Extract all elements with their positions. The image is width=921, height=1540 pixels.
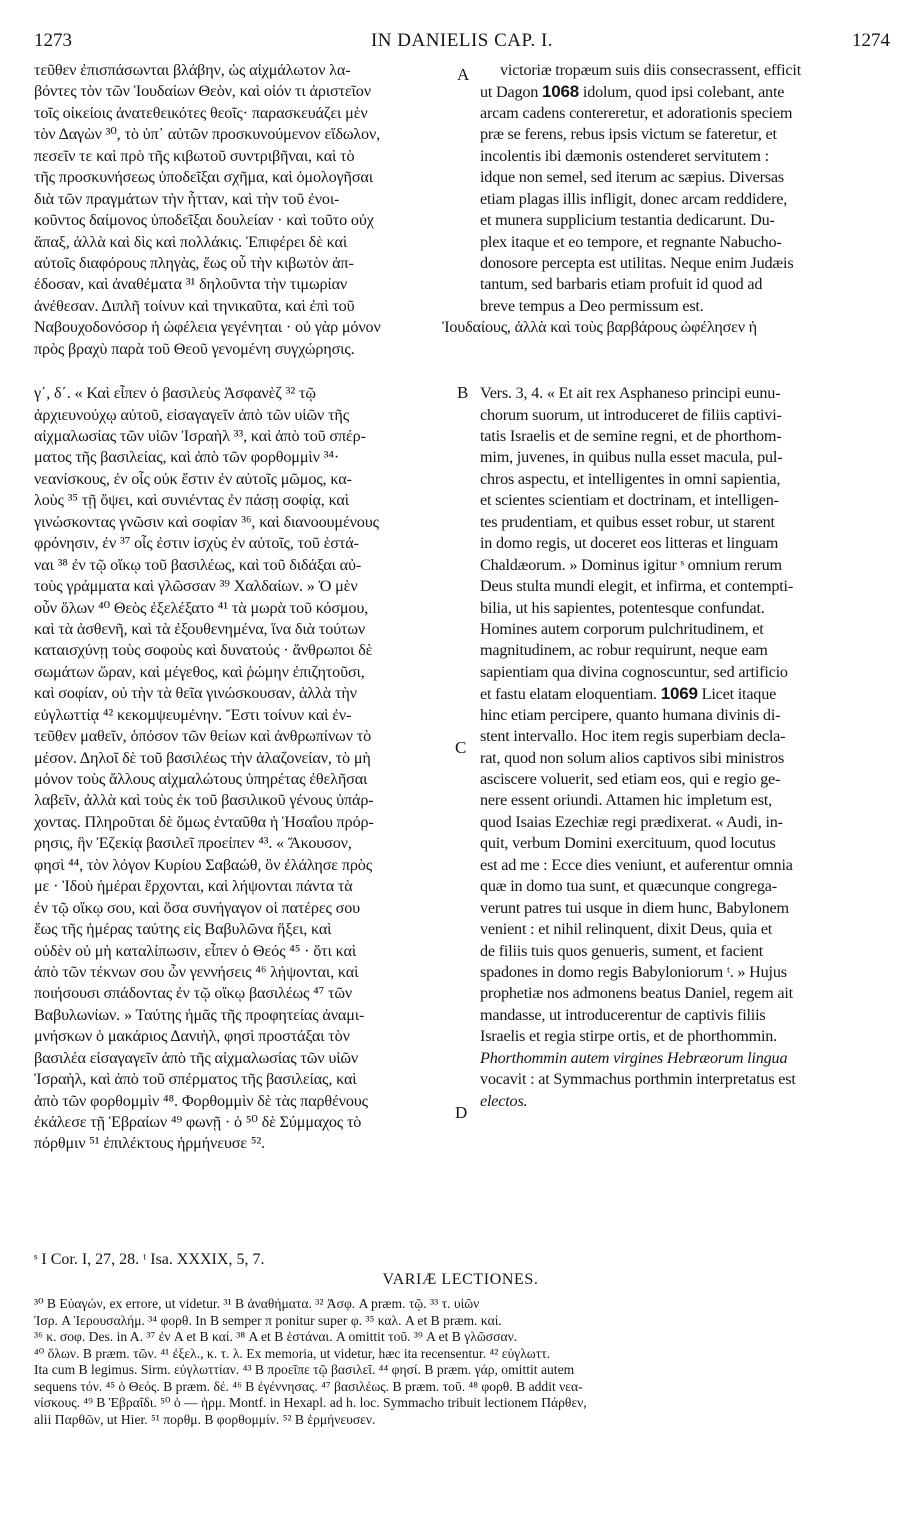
greek-line: τοὺς γράμματα καὶ γλῶσσαν ³⁹ Χαλδαίων. » Ὁ μὲν — [34, 577, 358, 596]
latin-line: nere essent oriundi. Attamen hic impletum est, — [480, 791, 772, 810]
latin-line: bilia, ut his sapientes, potentesque confundat. — [480, 598, 765, 617]
latin-line: stent intervallo. Hoc item regis superbiam decla- — [480, 727, 786, 746]
latin-line: plex itaque et eo tempore, et regnante Nabucho- — [480, 232, 782, 251]
greek-line: λοὺς ³⁵ τῇ ὄψει, καὶ συνιέντας ἐν πάσῃ σοφίᾳ, καὶ — [34, 491, 349, 510]
latin-line: incolentis ibi dæmonis ostenderet servitutem : — [480, 146, 769, 165]
margin-letter-a: A — [457, 65, 470, 84]
latin-text: et fastu elatam eloquentiam. — [480, 685, 661, 704]
greek-line: τὸν Δαγὼν ³⁰, τὸ ὑπ᾽ αὐτῶν προσκυνούμενον εἴδωλον, — [34, 125, 381, 144]
latin-line: tatis Israelis et de semine regni, et de phorthom- — [480, 427, 782, 445]
greek-line: με · Ἰδοὺ ἡμέραι ἔρχονται, καὶ λήψονται πάντα τὰ — [34, 877, 353, 896]
latin-line: mandasse, ut introducerentur de captivis filiis — [480, 1005, 766, 1024]
latin-line: electos. — [480, 1091, 528, 1110]
greek-line: αἰχμαλωσίας τῶν υἱῶν Ἰσραὴλ ³³, καὶ ἀπὸ τοῦ σπέρ- — [34, 427, 366, 445]
latin-line: idque non semel, sed iterum ac sæpius. Diversas — [480, 168, 784, 187]
greek-column — [34, 60, 476, 1155]
latin-line: chorum suorum, ut introduceret de filiis captivi- — [480, 405, 782, 424]
latin-line: sapientiam qua divina cognoscuntur, sed artificio — [480, 662, 788, 681]
variant-line: ³⁶ κ. σοφ. Des. in A. ³⁷ ἐν A et B καί. ³⁸ A et B ἑστάναι. A omittit τοῦ. ³⁹ A et B γλῶσσαν. — [34, 1329, 518, 1344]
latin-line: tes prudentiam, et quibus esset robur, ut starent — [480, 512, 775, 531]
running-title: IN DANIELIS CAP. I. — [370, 30, 554, 51]
greek-line: Ἰσραὴλ, καὶ ἀπὸ τοῦ σπέρματος τῆς βασιλείας, καὶ — [34, 1070, 357, 1089]
greek-line: ἀπὸ τῶν τέκνων σου ὧν γεννήσεις ⁴⁶ λήψονται, καὶ — [34, 962, 359, 981]
latin-line: tantum, sed barbaris etiam profuit id quod ad — [480, 275, 763, 294]
latin-text: Licet itaque — [697, 685, 777, 704]
latin-line-1069 — [480, 683, 892, 704]
greek-line: Ναβουχοδονόσορ ἡ ὠφέλεια γεγένηται · οὐ γὰρ μόνον — [34, 318, 381, 337]
column-number-1068: 1068 — [542, 82, 580, 102]
greek-line: οὐδὲν οὐ μὴ καταλίπωσιν, εἶπεν ὁ Θεός ⁴⁵ · ὅτι καὶ — [34, 941, 357, 960]
greek-line: πεσεῖν τε καὶ πρὸ τῆς κιβωτοῦ συντριβῆναι, καὶ τὸ — [34, 146, 355, 165]
greek-line: Βαβυλωνίων. » Ταύτης ἡμᾶς τῆς προφητείας ἀναμι- — [34, 1005, 365, 1024]
latin-line: Phorthommin autem virgines Hebræorum lingua — [480, 1048, 788, 1067]
latin-line: quæ in domo tua sunt, et quæcunque congrega- — [480, 877, 777, 896]
greek-line: φρόνησιν, ἐν ³⁷ οἷς ἐστιν ἰσχὺς ἐν αὐτοῖς, τοῦ ἑστά- — [34, 534, 359, 553]
greek-line: καταισχύνῃ τοὺς σοφοὺς καὶ δυνατούς · ἄνθρωποι δὲ — [34, 641, 373, 660]
greek-line: ἅπαξ, ἀλλὰ καὶ δὶς καὶ πολλάκις. Ἐπιφέρει δὲ καὶ — [34, 232, 348, 251]
latin-line: donosore percepta est utilitas. Neque enim Judæis — [480, 253, 794, 272]
greek-line: καὶ σοφίαν, οὐ τὴν τὰ θεῖα γινώσκουσαν, ἀλλὰ τὴν — [34, 684, 357, 703]
latin-line: asciscere voluerit, sed etiam eos, qui e regio ge- — [480, 770, 781, 788]
variant-line: alii Παρθῶν, ut Hier. ⁵¹ πορθμ. B φορθομμίν. ⁵² B ἑρμήνευσεν. — [34, 1411, 376, 1427]
greek-line: ἕως τῆς ἡμέρας ταύτης εἰς Βαβυλῶνα ἥξει, καὶ — [34, 920, 332, 939]
latin-line: de filiis tuis quos genueris, sument, et facient — [480, 941, 764, 960]
variant-line: ³⁰ B Εὐαγών, ex errore, ut videtur. ³¹ B ἀναθήματα. ³² Ἀσφ. A præm. τῷ. ³³ τ. υἱῶν — [34, 1296, 480, 1311]
greek-line: ρησις, ἣν Ἐζεκίᾳ βασιλεῖ προείπεν ⁴³. « Ἄκουσον, — [34, 834, 352, 853]
greek-line: σωμάτων ὥραν, καὶ μέγεθος, καὶ ῥώμην ἐπιζητοῦσι, — [34, 662, 365, 681]
greek-line: μόνον τοὺς ἄλλους αἰχμαλώτους ὑπηρέτας ἐθελῆσαι — [34, 770, 368, 788]
greek-line: τεῦθεν μαθεῖν, ὁπόσον τῶν θείων καὶ ἀνθρωπίνων τὸ — [34, 727, 372, 746]
latin-line: Deus stulta mundi elegit, et infirma, et contempti- — [480, 577, 794, 596]
greek-line: γ΄, δ΄. « Καὶ εἶπεν ὁ βασιλεὺς Ἀσφανὲζ ³² τῷ — [34, 384, 316, 403]
greek-line: καὶ τὰ ἀσθενῆ, καὶ τὰ ἐξουθενημένα, ἵνα διὰ τούτων — [34, 619, 366, 638]
latin-line: magnitudinem, ac robur requirunt, neque eam — [480, 641, 768, 660]
latin-line: chros aspectu, et intelligentes in omni sapientia, — [480, 469, 781, 488]
latin-line: verunt patres tui usque in diem hunc, Babylonem — [480, 898, 789, 917]
latin-line: venient : et nihil relinquent, dixit Deus, quia et — [480, 920, 773, 939]
greek-line: πρὸς βραχὺ παρὰ τοῦ Θεοῦ γενομένη συγχώρησις. — [34, 339, 355, 358]
variant-line: Ἰσρ. A Ἱερουσαλήμ. ³⁴ φορθ. In B semper π ponitur super φ. ³⁵ καλ. A et B præm. καί. — [34, 1312, 502, 1328]
greek-line: βόντες τὸν τῶν Ἰουδαίων Θεὸν, καὶ οἱόν τι ἀριστεῖον — [34, 82, 371, 101]
latin-line: quit, verbum Domini exercituum, quod locutus — [480, 834, 776, 853]
variant-line: ⁴⁰ ὅλων. B præm. τῶν. ⁴¹ ἐξελ., κ. τ. λ. Ex memoria, ut videtur, hæc ita recensentur. ⁴² εὐγλωττ. — [34, 1345, 551, 1361]
greek-line: νεανίσκους, ἐν οἷς οὐκ ἔστιν ἐν αὐτοῖς μῶμος, κα- — [34, 469, 352, 488]
page-number-left: 1273 — [34, 30, 72, 51]
latin-line: præ se ferens, rebus ipsis victum se fateretur, et — [480, 125, 777, 144]
greek-line: τοῖς οἰκείοις ἀνατεθεικότες θεοῖς· παρασκευάζει μὲν — [34, 103, 368, 122]
greek-line: ἀπὸ τῶν φορθομμὶν ⁴⁸. Φορθομμὶν δὲ τὰς παρθένους — [34, 1091, 368, 1110]
latin-line: et munera supplicium testantia dedicarunt. Du- — [480, 211, 775, 230]
greek-line: πόρθμιν ⁵¹ ἐπιλέκτους ἡρμήνευσε ⁵². — [34, 1134, 265, 1153]
greek-line: γινώσκοντας γνῶσιν καὶ σοφίαν ³⁶, καὶ διανοουμένους — [34, 512, 379, 531]
greek-line: μέσον. Δηλοῖ δὲ τοῦ βασιλέως τὴν ἀλαζονείαν, τὸ μὴ — [34, 748, 371, 767]
latin-line: breve tempus a Deo permissum est. — [480, 296, 704, 315]
variant-line: νίσκους. ⁴⁹ B Ἑβραΐδι. ⁵⁰ ὁ — ἡρμ. Montf. in Hexapl. ad h. loc. Symmacho tribuit lectionem Πάρθεν, — [34, 1395, 587, 1410]
greek-line: φησὶ ⁴⁴, τὸν λόγον Κυρίου Σαβαώθ, ὃν ἐλάλησε πρὸς — [34, 855, 372, 874]
latin-line: spadones in domo regis Babyloniorum ᵗ. » Hujus — [480, 962, 787, 981]
latin-line: victoriæ tropæum suis diis consecrassent, efficit — [500, 61, 802, 79]
latin-text: ut Dagon — [480, 83, 543, 102]
greek-line: κοῦντος δαίμονος ὑποδεῖξαι δουλείαν · καὶ τοῦτο οὐχ — [34, 211, 374, 230]
greek-line: ἀνέθεσαν. Διπλῆ τοίνυν καὶ τηνικαῦτα, καὶ ἐπὶ τοῦ — [34, 296, 355, 315]
greek-line: ἀρχιευνούχῳ αὐτοῦ, εἰσαγαγεῖν ἀπὸ τῶν υἱῶν τῆς — [34, 405, 350, 424]
variae-lectiones-title: VARIÆ LECTIONES. — [382, 1271, 539, 1288]
greek-line: έδοσαν, καὶ ἀναθέματα ³¹ δηλοῦντα τὴν τιμωρίαν — [34, 275, 348, 294]
latin-line: quod Isaias Ezechiæ regi prædixerat. « Audi, in- — [480, 812, 783, 831]
greek-line: βασιλέα εἰσαγαγεῖν ἀπὸ τῆς αἰχμαλωσίας τῶν υἱῶν — [34, 1048, 359, 1067]
latin-line: etiam plagas illis infligit, donec arcam reddidere, — [480, 189, 788, 208]
latin-line: hinc etiam percipere, quanto humana divinis di- — [480, 705, 781, 724]
latin-line: Homines autem corporum pulchritudinem, et — [480, 619, 764, 638]
greek-line: ἐν τῷ οἴκῳ σου, καὶ ὅσα συνήγαγον οἱ πατέρες σου — [34, 898, 361, 917]
greek-line: ἐκάλεσε τῇ Ἑβραίων ⁴⁹ φωνῇ · ὁ ⁵⁰ δὲ Σύμμαχος τὸ — [34, 1113, 362, 1131]
variant-line: sequens τόν. ⁴⁵ ὁ Θεός. B præm. δέ. ⁴⁶ B ἐγέννησας. ⁴⁷ βασιλέως. B præm. τοῦ. ⁴⁸ φορθ. B addit νεα- — [34, 1378, 583, 1394]
margin-letter-d: D — [455, 1103, 468, 1122]
greek-line: ποιήσουσι σπάδοντας ἐν τῷ οἴκῳ βασιλέως ⁴⁷ τῶν — [34, 984, 353, 1003]
latin-line: Vers. 3, 4. « Et ait rex Asphaneso principi eunu- — [480, 384, 781, 403]
greek-line: ναι ³⁸ ἐν τῷ οἴκῳ τοῦ βασιλέως, καὶ τοῦ διδάξαι αὐ- — [34, 555, 362, 574]
greek-line: ματος τῆς βασιλείας, καὶ ἀπὸ τῶν φορθομμὶν ³⁴· — [34, 448, 340, 467]
greek-line: χοντας. Πληροῦται δὲ ὅμως ἐνταῦθα ἡ Ἡσαΐου πρόρ- — [34, 812, 374, 831]
latin-line: et scientes scientiam et doctrinam, et intelligen- — [480, 491, 779, 510]
latin-line: prophetiæ nos admonens beatus Daniel, regem ait — [480, 984, 793, 1003]
greek-line: τεῦθεν ἐπισπάσωνται βλάβην, ὡς αἰχμάλωτον λα- — [34, 61, 351, 79]
latin-line: vocavit : at Symmachus porthmin interpretatus est — [480, 1070, 796, 1089]
latin-line: est ad me : Ecce dies veniunt, et auferentur omnia — [480, 855, 793, 874]
latin-line: Israelis et regia stirpe ortis, et de phorthommin. — [480, 1027, 778, 1046]
latin-line: Chaldæorum. » Dominus igitur ˢ omnium rerum — [480, 555, 782, 574]
column-number-1069: 1069 — [660, 684, 698, 704]
latin-line-1068 — [480, 81, 892, 102]
scripture-footnote: ˢ I Cor. I, 27, 28. ᵗ Isa. XXXIX, 5, 7. — [34, 1251, 265, 1268]
margin-letter-c: C — [455, 738, 467, 757]
latin-text: idolum, quod ipsi colebant, ante — [579, 83, 785, 102]
page-header — [34, 30, 890, 56]
greek-line: εὐγλωττίᾳ ⁴² κεκομψευμένην. Ἔστι τοίνυν καὶ ἐν- — [34, 705, 352, 724]
latin-line: in domo regis, ut doceret eos litteras et linguam — [480, 534, 779, 553]
greek-line: τῆς προσκυνήσεως ὑποδεῖξαι σχῆμα, καὶ ὁμολογῆσαι — [34, 168, 373, 187]
greek-spill-line: Ἰουδαίους, ἀλλὰ καὶ τοὺς βαρβάρους ὠφέλησεν ἡ — [442, 318, 757, 337]
variae-lectiones — [34, 1296, 894, 1428]
variant-line: Ita cum B legimus. Sirm. εὐγλωττίαν. ⁴³ B προεῖπε τῷ βασιλεῖ. ⁴⁴ φησί. B præm. γάρ, omittit autem — [34, 1362, 575, 1377]
greek-line: μνήσκων ὁ μακάριος Δανιὴλ, φησὶ προστάξαι τὸν — [34, 1027, 350, 1046]
latin-line: rat, quod non solum alios captivos sibi ministros — [480, 748, 785, 767]
latin-line: mim, juvenes, in quibus nulla esset macula, pul- — [480, 448, 783, 467]
greek-line: οὖν ὅλων ⁴⁰ Θεὸς ἐξελέξατο ⁴¹ τὰ μωρὰ τοῦ κόσμου, — [34, 598, 369, 617]
page-number-right: 1274 — [852, 30, 890, 51]
greek-line: λαβεῖν, ἀλλὰ καὶ τοὺς ἐκ τοῦ βασιλικοῦ γένους ὑπάρ- — [34, 791, 374, 810]
latin-column — [442, 60, 892, 1112]
greek-line: αὐτοῖς διαφόρους πληγὰς, ἕως οὗ τὴν κιβωτὸν ἀπ- — [34, 253, 354, 272]
latin-line: arcam cadens contereretur, et adorationis speciem — [480, 103, 793, 122]
greek-line: διὰ τῶν πραγμάτων τὴν ἧτταν, καὶ τὴν τοῦ ἐνοι- — [34, 189, 340, 208]
margin-letter-b: B — [457, 383, 469, 402]
